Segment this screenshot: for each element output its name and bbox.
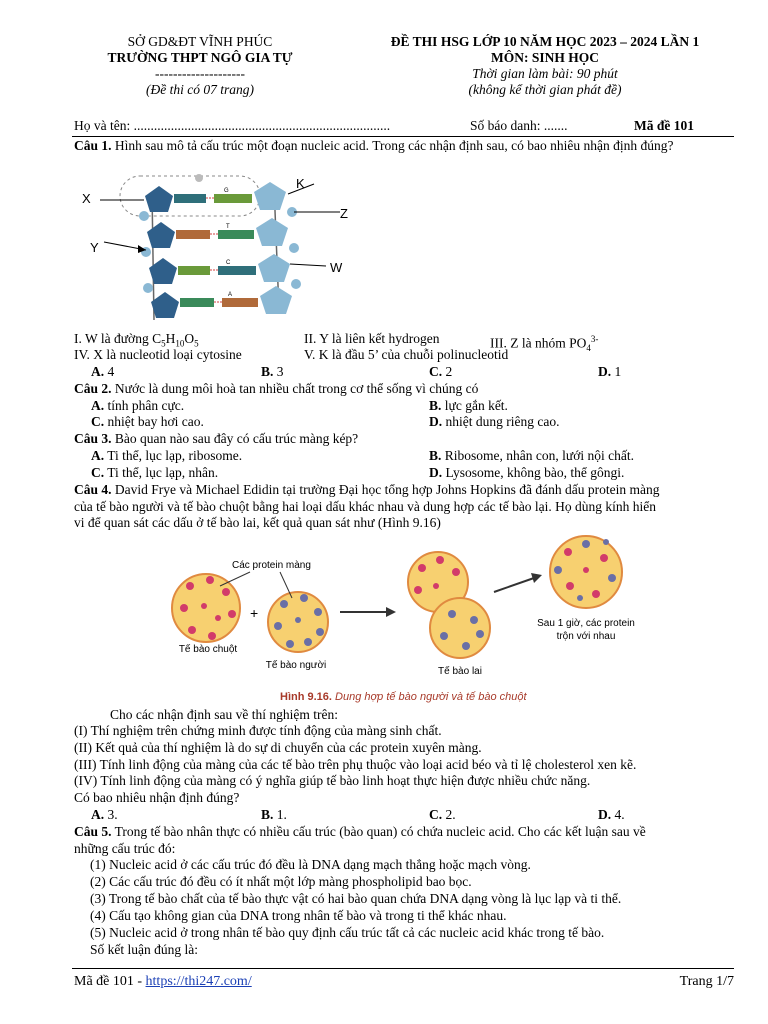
q5-ask: Số kết luận đúng là: xyxy=(90,942,198,957)
candidate-number-field[interactable]: Số báo danh: ....... xyxy=(470,118,568,133)
sugar-pentagon xyxy=(256,218,288,246)
sugar-pentagon xyxy=(258,254,290,282)
q4-ask: Có bao nhiêu nhận định đúng? xyxy=(74,790,240,805)
option-a[interactable]: A. tính phân cực. xyxy=(91,398,185,413)
question-1 xyxy=(74,138,738,155)
phosphate-circle xyxy=(289,243,299,253)
school-name: TRƯỜNG THPT NGÔ GIA TỰ xyxy=(107,50,293,65)
arrow-right-icon xyxy=(386,607,396,617)
base-pair-block xyxy=(222,298,258,307)
base-pair-block xyxy=(180,298,214,307)
question-number: Câu 3. xyxy=(74,431,112,446)
question-number: Câu 1. xyxy=(74,138,112,153)
name-field[interactable]: Họ và tên: ............................................................................ xyxy=(74,118,391,133)
cell-fusion-figure xyxy=(160,528,660,706)
option-b[interactable]: B. 1. xyxy=(261,807,287,822)
label-x: X xyxy=(82,191,91,206)
option-d[interactable]: D. 1 xyxy=(598,364,622,379)
phosphate-circle xyxy=(143,283,153,293)
question-text-line: Trong tế bào nhân thực có nhiều cấu trúc (bào quan) có chứa nucleic acid. Cho các kết luận sau về xyxy=(114,824,646,839)
statement-5: V. K là đầu 5’ của chuỗi polinucleotid xyxy=(304,347,509,362)
question-text: Nước là dung môi hoà tan nhiều chất trong cơ thể sống vì chúng có xyxy=(114,381,479,396)
q4-intro: Cho các nhận định sau về thí nghiệm trên: xyxy=(110,707,338,722)
statement-2: II. Y là liên kết hydrogen xyxy=(304,331,440,346)
question-text-line: David Frye và Michael Edidin tại trường Đại học tổng hợp Johns Hopkins đã đánh dấu protein màng xyxy=(114,482,660,497)
pointer-w xyxy=(290,264,326,266)
base-pair-block xyxy=(178,266,210,275)
q1-statements-row-2 xyxy=(74,347,738,364)
base-pair-block xyxy=(174,194,206,203)
mouse-cell xyxy=(172,574,240,642)
footer-code: Mã đề 101 - xyxy=(74,974,146,989)
sugar-pentagon xyxy=(260,286,292,314)
footer-divider xyxy=(72,968,734,969)
question-3 xyxy=(74,431,738,448)
header-left xyxy=(80,34,320,98)
q4-statement-4: (IV) Tính linh động của màng có ý nghĩa giúp tế bào linh hoạt thực hiện được nhiều chức năng. xyxy=(74,773,591,788)
base-pair-block xyxy=(218,230,254,239)
phosphate-circle xyxy=(195,174,203,182)
option-c[interactable]: C. 2 xyxy=(429,364,453,379)
label-k: K xyxy=(296,176,305,191)
q5-statement-4: (4) Cấu tạo không gian của DNA trong nhân tế bào và trong ti thể khác nhau. xyxy=(90,908,507,923)
question-text: Bào quan nào sau đây có cấu trúc màng kép? xyxy=(114,431,359,446)
option-b[interactable]: B. Ribosome, nhân con, lưới nội chất. xyxy=(429,448,634,463)
question-text-line: của tế bào người và tế bào chuột bằng hai loại dấu khác nhau và dung hợp các tế bào lại. Họ dùng kính hiển xyxy=(74,498,657,514)
option-c[interactable]: C. nhiệt bay hơi cao. xyxy=(91,414,204,429)
hybrid-cell xyxy=(408,552,490,658)
option-a[interactable]: A. Ti thể, lục lạp, ribosome. xyxy=(91,448,243,463)
option-d[interactable]: D. Lysosome, không bào, thể gôngi. xyxy=(429,465,625,480)
option-a[interactable]: A. 3. xyxy=(91,807,118,822)
q5-statement-5: (5) Nucleic acid ở trong nhân tế bào quy định cấu trúc tất cả các nucleic acid khác trong tế bào. xyxy=(90,925,605,940)
q5-statement-2: (2) Các cấu trúc đó đều có ít nhất một lớp màng phospholipid bao bọc. xyxy=(90,874,472,889)
student-info-line xyxy=(74,118,734,136)
after-label-line-1: Sau 1 giờ, các protein xyxy=(537,618,635,629)
option-a[interactable]: A. 4 xyxy=(91,364,115,379)
base-letter-g: G xyxy=(224,188,229,194)
mouse-cell-label: Tế bào chuột xyxy=(178,644,238,655)
statement-1: I. W là đường $C_5H_{10}O_5$ xyxy=(74,331,199,349)
question-number: Câu 2. xyxy=(74,381,112,396)
sugar-pentagon xyxy=(145,186,173,212)
question-text: Hình sau mô tả cấu trúc một đoạn nucleic acid. Trong các nhận định sau, có bao nhiêu nhận định đúng? xyxy=(114,138,674,153)
option-d[interactable]: D. nhiệt dung riêng cao. xyxy=(429,414,560,429)
question-text-line: vi để quan sát các dấu ở tế bào lai, kết quả quan sát như (Hình 9.16) xyxy=(74,515,441,530)
exam-time-note: (không kể thời gian phát đề) xyxy=(468,82,622,97)
header-dashes: -------------------- xyxy=(155,66,245,81)
question-4 xyxy=(74,482,738,532)
option-d[interactable]: D. 4. xyxy=(598,807,625,822)
nucleic-acid-figure xyxy=(74,170,374,330)
after-label-line-2: trộn với nhau xyxy=(556,631,616,642)
question-number: Câu 4. xyxy=(74,482,112,497)
header-divider xyxy=(72,136,734,137)
base-letter-c: C xyxy=(226,260,231,266)
exam-subject: MÔN: SINH HỌC xyxy=(491,50,599,65)
base-pair-block xyxy=(176,230,210,239)
base-pair-block xyxy=(218,266,256,275)
arrow-right-icon xyxy=(531,573,542,583)
q4-statement-1: (I) Thí nghiệm trên chứng minh được tính động của màng sinh chất. xyxy=(74,723,442,738)
label-w: W xyxy=(330,260,343,275)
question-text-line: những cấu trúc đó: xyxy=(74,840,176,856)
option-c[interactable]: C. 2. xyxy=(429,807,456,822)
phosphate-circle xyxy=(291,279,301,289)
base-letter-t: T xyxy=(226,224,230,230)
option-b[interactable]: B. 3 xyxy=(261,364,284,379)
arrow-line xyxy=(494,578,534,592)
sugar-pentagon xyxy=(147,222,175,248)
human-cell-label: Tế bào người xyxy=(265,660,327,671)
label-y: Y xyxy=(90,240,99,255)
question-2 xyxy=(74,381,738,398)
exam-time: Thời gian làm bài: 90 phút xyxy=(472,66,618,81)
page-footer xyxy=(74,974,734,990)
page-number: Trang 1/7 xyxy=(679,974,734,989)
q5-statement-1: (1) Nucleic acid ở các cấu trúc đó đều là DNA dạng mạch thẳng hoặc mạch vòng. xyxy=(90,857,531,872)
protein-label: Các protein màng xyxy=(232,560,311,571)
q4-statement-2: (II) Kết quả của thí nghiệm là do sự di chuyển của các protein xuyên màng. xyxy=(74,740,482,755)
q5-statement-3: (3) Trong tế bào chất của tế bào thực vật có hai bào quan chứa DNA dạng vòng là lục lạp và ti thể. xyxy=(90,891,622,906)
option-c[interactable]: C. Ti thể, lục lạp, nhân. xyxy=(91,465,219,480)
figure-caption: Hình 9.16. Dung hợp tế bào người và tế bào chuột xyxy=(280,691,527,703)
hybrid-cell-label: Tế bào lai xyxy=(438,666,482,677)
q4-statement-3: (III) Tính linh động của màng của các tế bào trên phụ thuộc vào loại acid béo và tỉ lệ cholesterol xen kẽ. xyxy=(74,757,637,772)
base-pair-block xyxy=(214,194,252,203)
sugar-pentagon xyxy=(254,182,286,210)
header-right xyxy=(350,34,740,98)
question-5 xyxy=(74,824,738,857)
question-number: Câu 5. xyxy=(74,824,112,839)
sugar-pentagon xyxy=(151,292,179,318)
pages-note: (Đề thi có 07 trang) xyxy=(146,82,254,97)
statement-4: IV. X là nucleotid loại cytosine xyxy=(74,347,242,362)
base-letter-a: A xyxy=(228,292,233,298)
mixed-cell xyxy=(550,536,622,608)
dept-name: SỞ GD&ĐT VĨNH PHÚC xyxy=(127,34,273,49)
footer-link[interactable]: https://thi247.com/ xyxy=(145,974,252,989)
option-b[interactable]: B. lực gắn kết. xyxy=(429,398,508,413)
human-cell xyxy=(268,592,328,652)
exam-code: Mã đề 101 xyxy=(634,118,694,133)
statement-3: III. Z là nhóm $PO_4^{3-}$ xyxy=(490,334,599,354)
exam-title: ĐỀ THI HSG LỚP 10 NĂM HỌC 2023 – 2024 LẦN 1 xyxy=(390,34,700,49)
plus-sign: + xyxy=(250,605,259,621)
phosphate-circle xyxy=(139,211,149,221)
label-z: Z xyxy=(340,206,348,221)
